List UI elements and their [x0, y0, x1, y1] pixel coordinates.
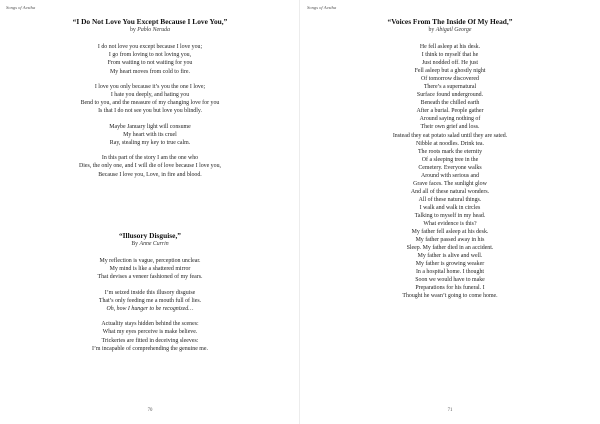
poem-line: I do not love you except because I love you; [97, 44, 203, 50]
poem-line: Ray, stealing my key to true calm. [109, 140, 191, 147]
poem-line: Bend to you, and the measure of my changing love for you [80, 100, 220, 107]
poem-line: My heart moves from cold to fire. [110, 68, 190, 75]
poem-line: My father is growing weaker [415, 261, 485, 268]
poem-line: I love you only because it’s you the one I love; [94, 83, 206, 90]
stanza [0, 289, 300, 314]
right-page [300, 0, 600, 424]
poem-line: My father passed away in his [415, 237, 485, 244]
author-prefix: by [130, 27, 136, 33]
poem-line: Oh, how I hunger to be recognized… [106, 306, 194, 313]
poem-line: Dies, the only one, and I will die of love because I love you, [79, 163, 221, 170]
page-number: 70 [147, 408, 153, 413]
poem-line: My father fell asleep at his desk. [411, 229, 489, 236]
poem-line: He fell asleep at his desk. [419, 44, 481, 50]
author-name: Anne Currin [139, 241, 169, 247]
poem-line: Actuality stays hidden behind the scenes: [101, 321, 199, 328]
poem-line: My father is alive and well. [417, 253, 483, 260]
poem-line: In this part of the story I am the one who [101, 155, 199, 162]
poem-title: “Voices From The Inside Of My Head,” [387, 17, 513, 26]
poem-line: Surface found underground. [416, 92, 484, 99]
poem-line: Cemetery. Everyone walks [418, 164, 482, 171]
poem-line: Around saying nothing of [419, 116, 481, 123]
poem-line: I walk and walk in circles [419, 204, 481, 211]
poem-line: What my eyes perceive is make believe. [102, 329, 198, 336]
poem-line: Maybe January light will consume [109, 123, 191, 130]
poem-line: From waiting to not waiting for you [107, 60, 193, 67]
author-prefix: by [428, 27, 435, 33]
author-name: Abigail George [435, 27, 472, 33]
poem-line: Because I love you, Love, in fire and blood. [98, 171, 202, 178]
poem-line: I think to myself that he [421, 52, 479, 59]
poem-line: That devises a veneer fashioned of my fears. [97, 274, 203, 281]
poem-line: In a hospital home. I thought [415, 269, 485, 276]
poem-line: There’s a supernatural [423, 84, 477, 91]
poem-line: The roots mark the eternity [417, 148, 483, 155]
poem-line: That’s only feeding me a mouth full of lies. [98, 297, 202, 304]
poem-line: Is that I do not see you but love you blindly. [98, 108, 202, 115]
poem-line: I go from loving to not loving you, [108, 52, 192, 59]
running-head: Songs of Aestha [6, 5, 36, 10]
poem-line: Soon we would have to make [415, 277, 485, 284]
poem-george [300, 17, 600, 301]
poem-author [0, 240, 300, 248]
stanza [0, 257, 300, 282]
poem-line: Around with serious and [420, 172, 480, 179]
poem-line: Trickeries are fitted in deceiving sleeves: [101, 337, 199, 344]
author-name: Pablo Neruda [137, 27, 170, 33]
stanza [0, 83, 300, 116]
poem-line: I’m seized inside this illusory disguise [104, 289, 196, 296]
poem-line: Grave faces. The sunlight glow [413, 180, 487, 187]
poem-author [300, 26, 600, 34]
stanza [0, 123, 300, 148]
poem-line: Talking to myself in my head. [414, 212, 486, 219]
stanza [0, 320, 300, 353]
poem-line: What evidence is this? [423, 221, 477, 228]
stanza [0, 154, 300, 179]
poem-line: All of these natural things. [418, 196, 482, 203]
poem-title: “I Do Not Love You Except Because I Love You,” [72, 17, 228, 26]
page-number: 71 [447, 408, 453, 413]
poem-line: Thought he wasn’t going to come home. [402, 293, 498, 300]
poem-line: Nibble at noodles. Drink tea. [415, 140, 485, 147]
poem-line: Fell asleep but a ghostly night [414, 68, 486, 75]
poem-author [0, 26, 300, 34]
poem-line: Beneath the chilled earth [420, 100, 480, 107]
poem-line: My mind is like a shattered mirror [109, 266, 191, 273]
poem-line: Their own grief and loss. [420, 124, 480, 131]
poem-line: Instead they eat potato salad until they are sated. [392, 132, 508, 139]
poem-line: And all of these natural wonders. [410, 188, 490, 195]
poem-line: After a burial. People gather [416, 108, 484, 115]
poem-line: Just nodded off. He just [421, 60, 478, 67]
poem-neruda [0, 17, 300, 179]
poem-line: My reflection is vague, perception unclear. [99, 258, 201, 264]
poem-line: Sleep. My father died in an accident. [406, 245, 494, 252]
poem-line: I hate you deeply, and hating you [110, 92, 190, 99]
poem-line: Of tomorrow discovered [421, 76, 479, 83]
running-head: Songs of Aestha [307, 5, 337, 10]
poem-line: Of a sleeping tree in the [421, 156, 479, 163]
poem-line: Preparations for his funeral. I [415, 285, 485, 292]
poem-currin [0, 231, 300, 353]
poem-line: My heart with its cruel [123, 131, 177, 138]
poem-line: I’m incapable of comprehending the genuine me. [92, 345, 208, 352]
author-prefix: By [131, 241, 139, 247]
stanza [0, 43, 300, 76]
poem-title: “Illusory Disguise,” [118, 231, 181, 240]
stanza [300, 43, 600, 301]
